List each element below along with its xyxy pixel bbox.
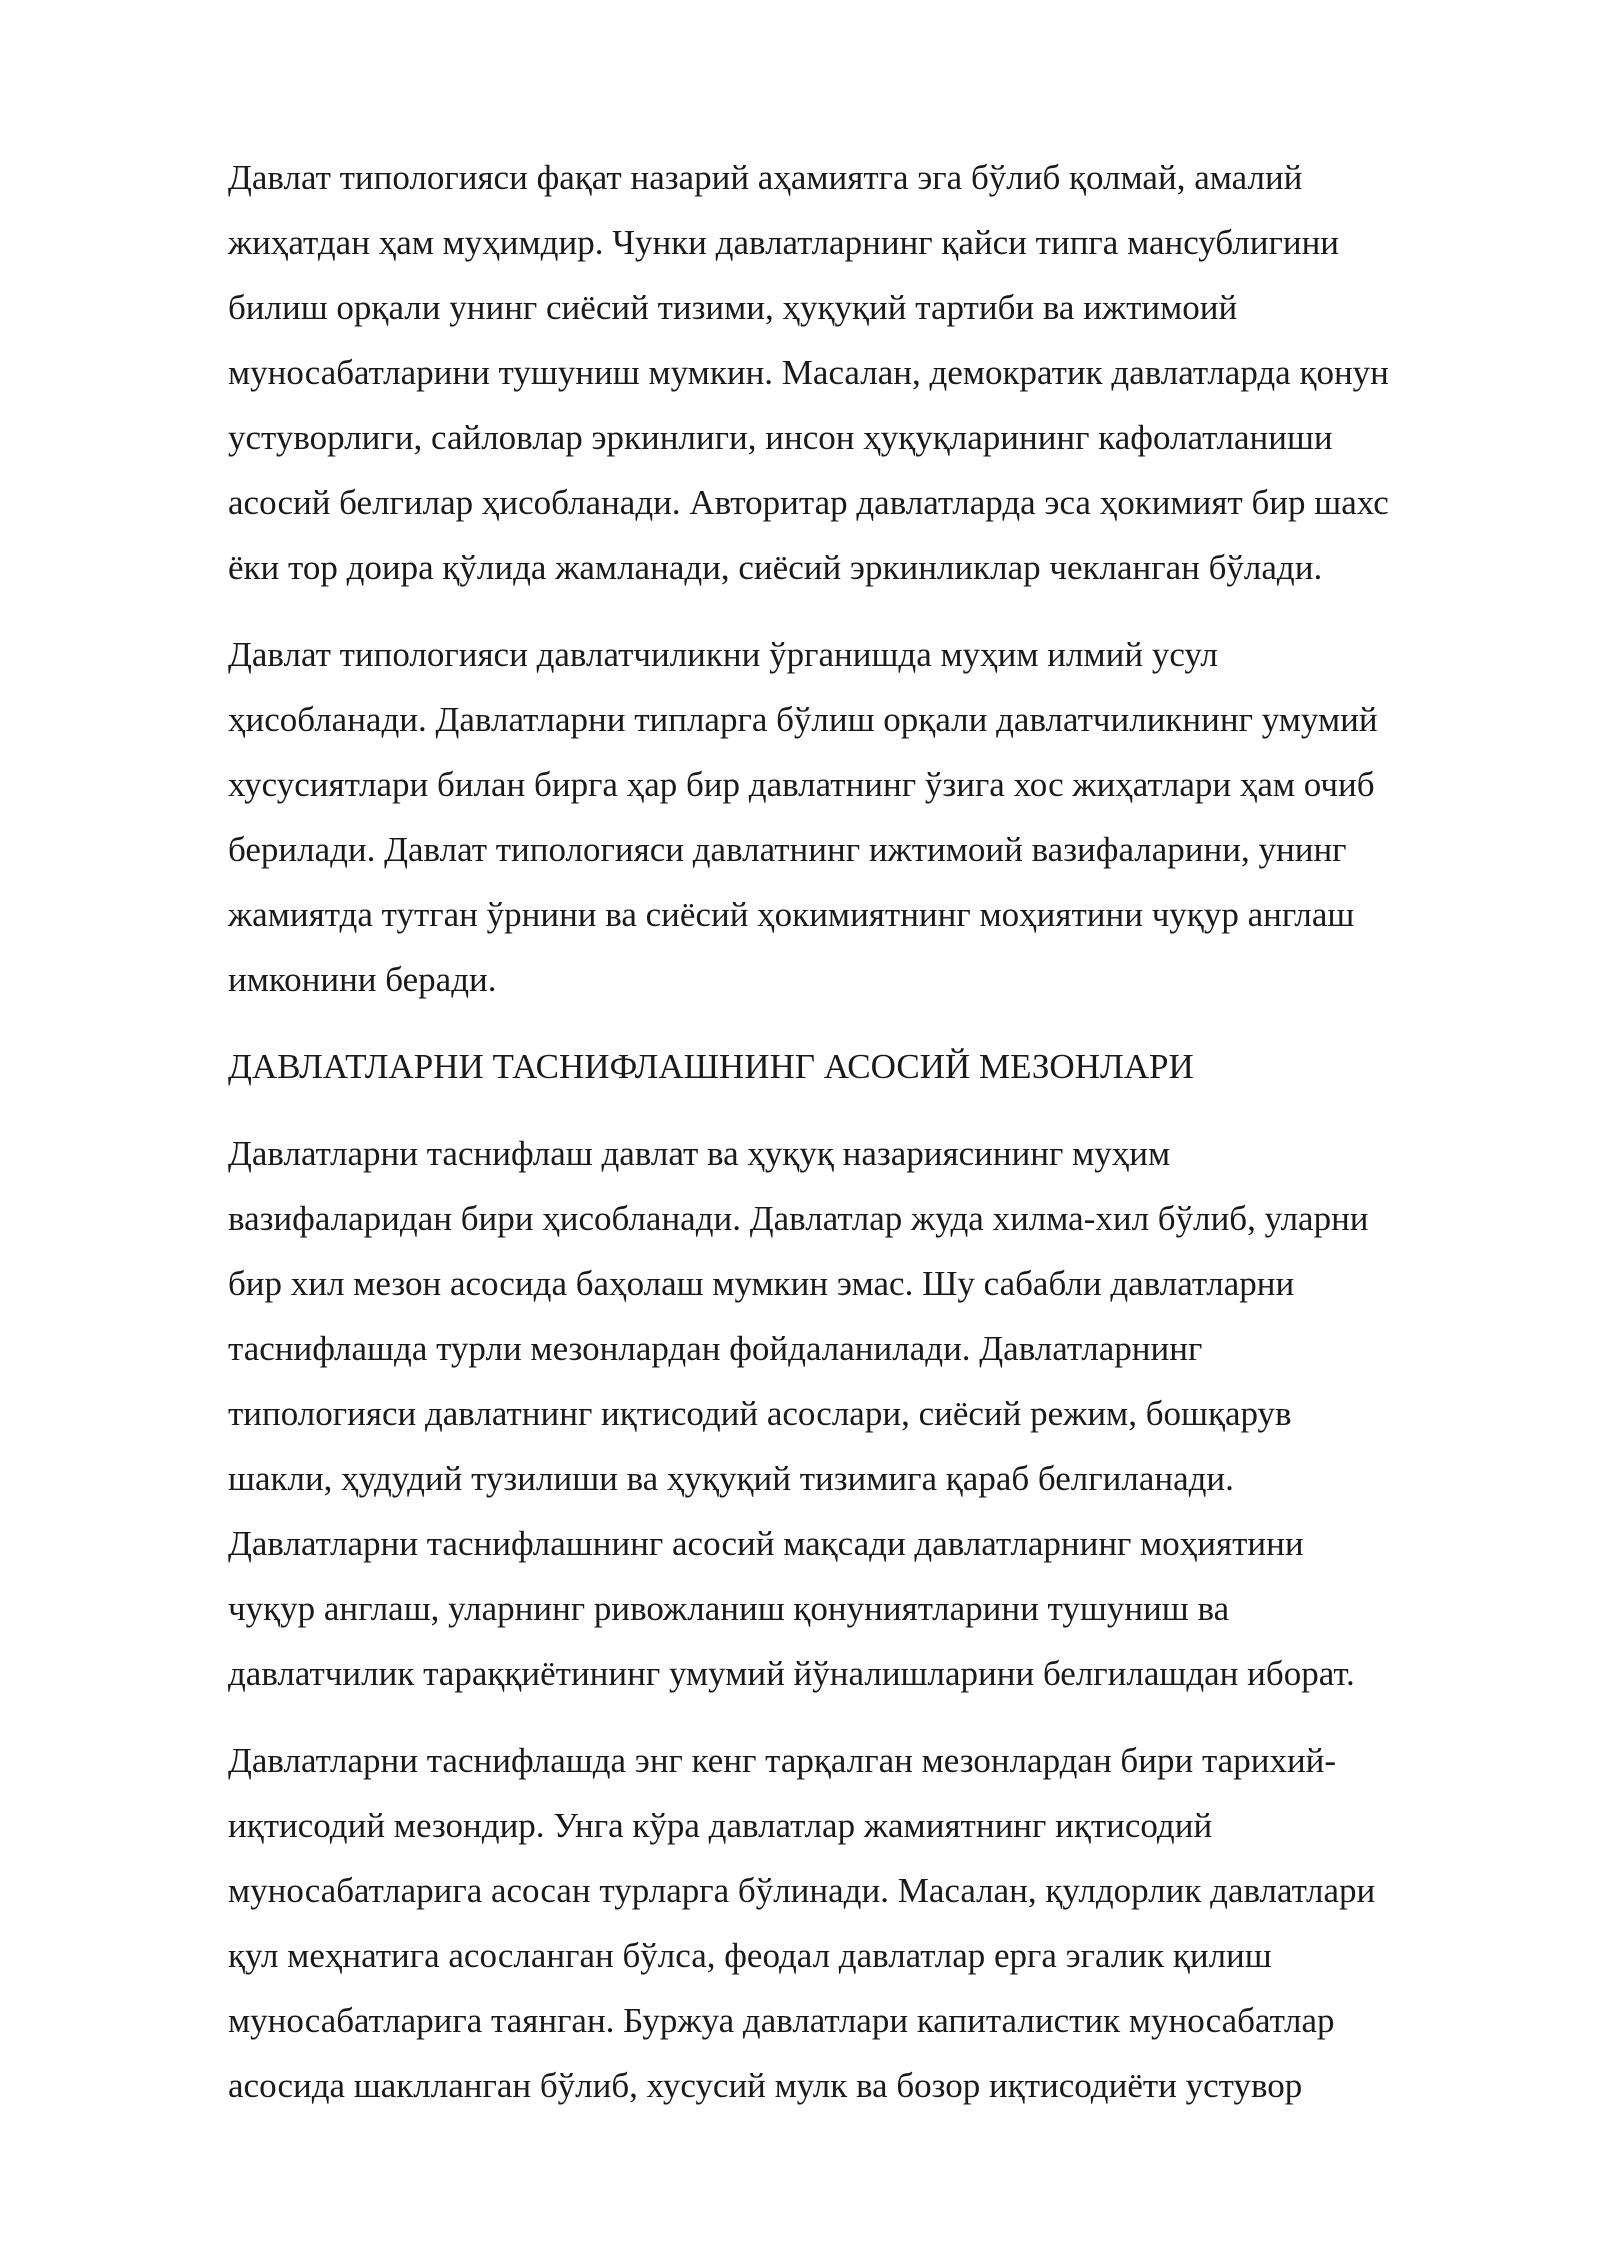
text-line: Давлатларни таснифлашнинг асосий мақсади давлатларнинг моҳиятини: [228, 1524, 1304, 1563]
text-line: муносабатларини тушуниш мумкин. Масалан, демократик давлатларда қонун: [228, 353, 1389, 392]
text-line: билиш орқали унинг сиёсий тизими, ҳуқуқий тартиби ва ижтимоий: [228, 288, 1238, 327]
paragraph-3: [228, 1121, 1498, 1706]
text-line: устуворлиги, сайловлар эркинлиги, инсон ҳуқуқларининг кафолатланиши: [228, 418, 1333, 457]
text-line: бир хил мезон асосида баҳолаш мумкин эмас. Шу сабабли давлатларни: [228, 1264, 1295, 1303]
text-line: Давлат типологияси фақат назарий аҳамиятга эга бўлиб қолмай, амалий: [228, 158, 1303, 197]
text-line: давлатчилик тараққиётининг умумий йўналишларини белгилашдан иборат.: [228, 1654, 1355, 1693]
text-line: асосий белгилар ҳисобланади. Авторитар давлатларда эса ҳокимият бир шахс: [228, 483, 1389, 522]
text-line: муносабатларига таянган. Буржуа давлатлари капиталистик муносабатлар: [228, 2001, 1335, 2040]
text-line: имконини беради.: [228, 960, 497, 999]
text-line: вазифаларидан бири ҳисобланади. Давлатлар жуда хилма-хил бўлиб, уларни: [228, 1199, 1369, 1238]
text-line: берилади. Давлат типологияси давлатнинг ижтимоий вазифаларини, унинг: [228, 830, 1347, 869]
text-line: иқтисодий мезондир. Унга кўра давлатлар жамиятнинг иқтисодий: [228, 1806, 1213, 1845]
text-line: жиҳатдан ҳам муҳимдир. Чунки давлатларнинг қайси типга мансублигини: [228, 223, 1340, 262]
text-line: муносабатларига асосан турларга бўлинади. Масалан, қулдорлик давлатлари: [228, 1871, 1376, 1910]
text-line: Давлат типологияси давлатчиликни ўрганишда муҳим илмий усул: [228, 635, 1218, 674]
text-line: чуқур англаш, уларнинг ривожланиш қонуниятларини тушуниш ва: [228, 1589, 1230, 1628]
text-line: ёки тор доира қўлида жамланади, сиёсий эркинликлар чекланган бўлади.: [228, 548, 1323, 587]
paragraph-4: [228, 1728, 1498, 2118]
document-page: [228, 145, 1498, 2140]
text-line: Давлатларни таснифлаш давлат ва ҳуқуқ назариясининг муҳим: [228, 1134, 1171, 1173]
text-line: типологияси давлатнинг иқтисодий асослари, сиёсий режим, бошқарув: [228, 1394, 1292, 1433]
text-line: ҳисобланади. Давлатларни типларга бўлиш орқали давлатчиликнинг умумий: [228, 700, 1378, 739]
paragraph-2: [228, 622, 1498, 1012]
text-line: хусусиятлари билан бирга ҳар бир давлатнинг ўзига хос жиҳатлари ҳам очиб: [228, 765, 1375, 804]
section-heading: [228, 1034, 1498, 1099]
text-line: қул меҳнатига асосланган бўлса, феодал давлатлар ерга эгалик қилиш: [228, 1936, 1272, 1975]
text-line: жамиятда тутган ўрнини ва сиёсий ҳокимиятнинг моҳиятини чуқур англаш: [228, 895, 1355, 934]
section-heading-text: ДАВЛАТЛАРНИ ТАСНИФЛАШНИНГ АСОСИЙ МЕЗОНЛАРИ: [228, 1047, 1194, 1086]
paragraph-1: [228, 145, 1498, 600]
text-line: шакли, ҳудудий тузилиши ва ҳуқуқий тизимига қараб белгиланади.: [228, 1459, 1234, 1498]
text-line: Давлатларни таснифлашда энг кенг тарқалган мезонлардан бири тарихий-: [228, 1741, 1337, 1780]
text-line: асосида шаклланган бўлиб, хусусий мулк ва бозор иқтисодиёти устувор: [228, 2066, 1303, 2105]
text-line: таснифлашда турли мезонлардан фойдаланилади. Давлатларнинг: [228, 1329, 1203, 1368]
